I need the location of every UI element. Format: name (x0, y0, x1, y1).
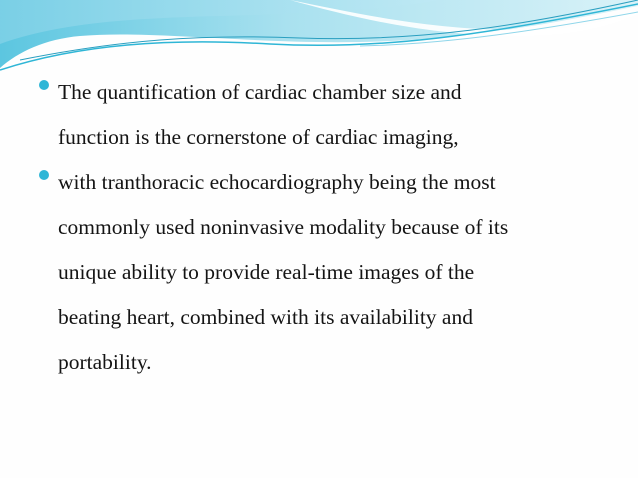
bullet-item (38, 160, 598, 385)
bullet-line: beating heart, combined with its availability and (58, 305, 473, 329)
bullet-list (38, 70, 598, 385)
bullet-dot-icon (39, 80, 49, 90)
bullet-line: with tranthoracic echocardiography being the most (58, 170, 496, 194)
bullet-line: function is the cornerstone of cardiac imaging, (58, 125, 459, 149)
bullet-line: unique ability to provide real-time images of the (58, 260, 475, 284)
bullet-item (38, 70, 598, 160)
bullet-text (58, 160, 598, 385)
bullet-line: The quantification of cardiac chamber size and (58, 80, 462, 104)
bullet-line: portability. (58, 350, 152, 374)
bullet-dot-icon (39, 170, 49, 180)
bullet-text (58, 70, 598, 160)
bullet-line: commonly used noninvasive modality because of its (58, 215, 509, 239)
